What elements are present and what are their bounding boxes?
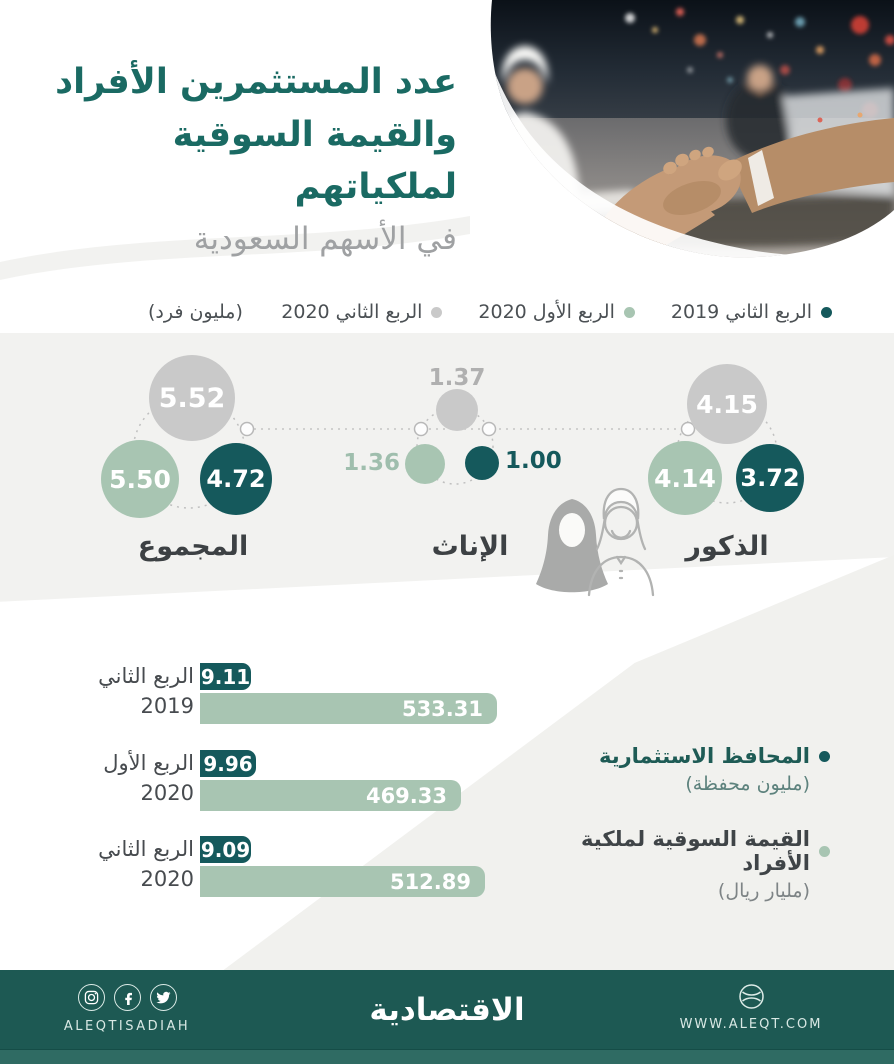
footer-strip: [0, 1049, 894, 1064]
brand-logo: الاقتصادية: [369, 992, 525, 1028]
bubble-males-q2-2019: [736, 444, 804, 512]
group-label-males: الذكور: [685, 531, 769, 562]
legend-label: المحافظ الاستثمارية: [598, 744, 810, 768]
bar-row-label: [40, 834, 194, 895]
bubble-males-q1-2020: [648, 441, 722, 515]
bubble-total-q2-2020: [149, 355, 235, 441]
bar-row-label: [40, 748, 194, 809]
bar-row-year: 2020: [140, 867, 194, 892]
bar-row-year: 2020: [140, 781, 194, 806]
legend-dot-icon: [821, 307, 832, 318]
bar-value: 533.31: [401, 696, 483, 721]
bubble-value: 5.52: [158, 382, 226, 414]
bubble-females-q2-2019: [465, 446, 499, 480]
group-label-total: المجموع: [137, 531, 249, 562]
bubble-value: 5.50: [109, 464, 171, 494]
bar-portfolios-q2-2020: [200, 836, 251, 863]
bar-row-label: [40, 661, 194, 722]
legend-item-market-value: [520, 827, 830, 902]
handshake-photo: [430, 0, 894, 272]
bar-market-value-q1-2020: [200, 780, 461, 811]
man-woman-icon: [533, 483, 655, 608]
bar-portfolios-q1-2020: [200, 750, 256, 777]
legend-dot-icon: [624, 307, 635, 318]
bar-row-quarter: الربع الثاني: [98, 664, 194, 688]
unit-label: (مليون فرد): [148, 301, 243, 323]
bar-market-value-q2-2019: [200, 693, 497, 724]
bubble-value: 4.72: [206, 465, 266, 493]
legend-label: الربع الثاني 2019: [670, 301, 812, 323]
bar-row-quarter: الربع الأول: [103, 751, 194, 775]
title-line2: والقيمة السوقية لملكياتهم: [172, 114, 457, 207]
legend-item-q2-2020: [281, 301, 442, 323]
bar-value: 9.11: [200, 664, 251, 689]
bar-row-year: 2019: [140, 694, 194, 719]
legend-item-q2-2019: [671, 301, 832, 323]
value-females-q2-2019: 1.00: [505, 448, 562, 474]
value-females-q1-2020: 1.36: [343, 450, 400, 476]
bubble-value: 3.72: [740, 464, 800, 492]
legend-dot-icon: [819, 846, 830, 857]
page-title: [45, 56, 457, 262]
bubble-total-q1-2020: [101, 440, 179, 518]
legend-unit: (مليون محفظة): [685, 773, 810, 795]
legend-item-q1-2020: [478, 301, 635, 323]
quarter-legend: [281, 301, 832, 323]
legend-unit: (مليار ريال): [717, 880, 810, 902]
bar-market-value-q2-2020: [200, 866, 485, 897]
bar-row-quarter: الربع الثاني: [98, 837, 194, 861]
bubble-value: 4.15: [696, 389, 758, 419]
bar-value: 9.96: [203, 751, 253, 776]
website-link[interactable]: [656, 983, 846, 1032]
bar-portfolios-q2-2019: [200, 663, 251, 690]
group-label-females: الإناث: [431, 531, 509, 562]
legend-label: القيمة السوقية لملكية الأفراد: [581, 827, 810, 875]
bubble-females-q2-2020: [436, 389, 478, 431]
bubble-males-q2-2020: [687, 364, 767, 444]
title-line1: عدد المستثمرين الأفراد: [55, 62, 457, 102]
bar-chart-legend: [520, 744, 830, 934]
legend-item-portfolios: [520, 744, 830, 795]
bar-value: 9.09: [200, 837, 251, 862]
bar-value: 469.33: [365, 783, 447, 808]
globe-icon: [738, 983, 765, 1010]
website-url: WWW.ALEQT.COM: [679, 1017, 823, 1032]
subtitle: في الأسهم السعودية: [193, 220, 457, 257]
bubble-females-q1-2020: [405, 444, 445, 484]
legend-dot-icon: [819, 751, 830, 762]
social-handle: ALEQTISADIAH: [63, 1019, 191, 1034]
value-females-q2-2020: 1.37: [428, 365, 486, 391]
legend-label: الربع الأول 2020: [478, 301, 615, 323]
bubble-total-q2-2019: [200, 443, 272, 515]
legend-dot-icon: [431, 307, 442, 318]
legend-label: الربع الثاني 2020: [281, 301, 423, 323]
bubble-value: 4.14: [654, 463, 716, 493]
bar-value: 512.89: [389, 869, 471, 894]
